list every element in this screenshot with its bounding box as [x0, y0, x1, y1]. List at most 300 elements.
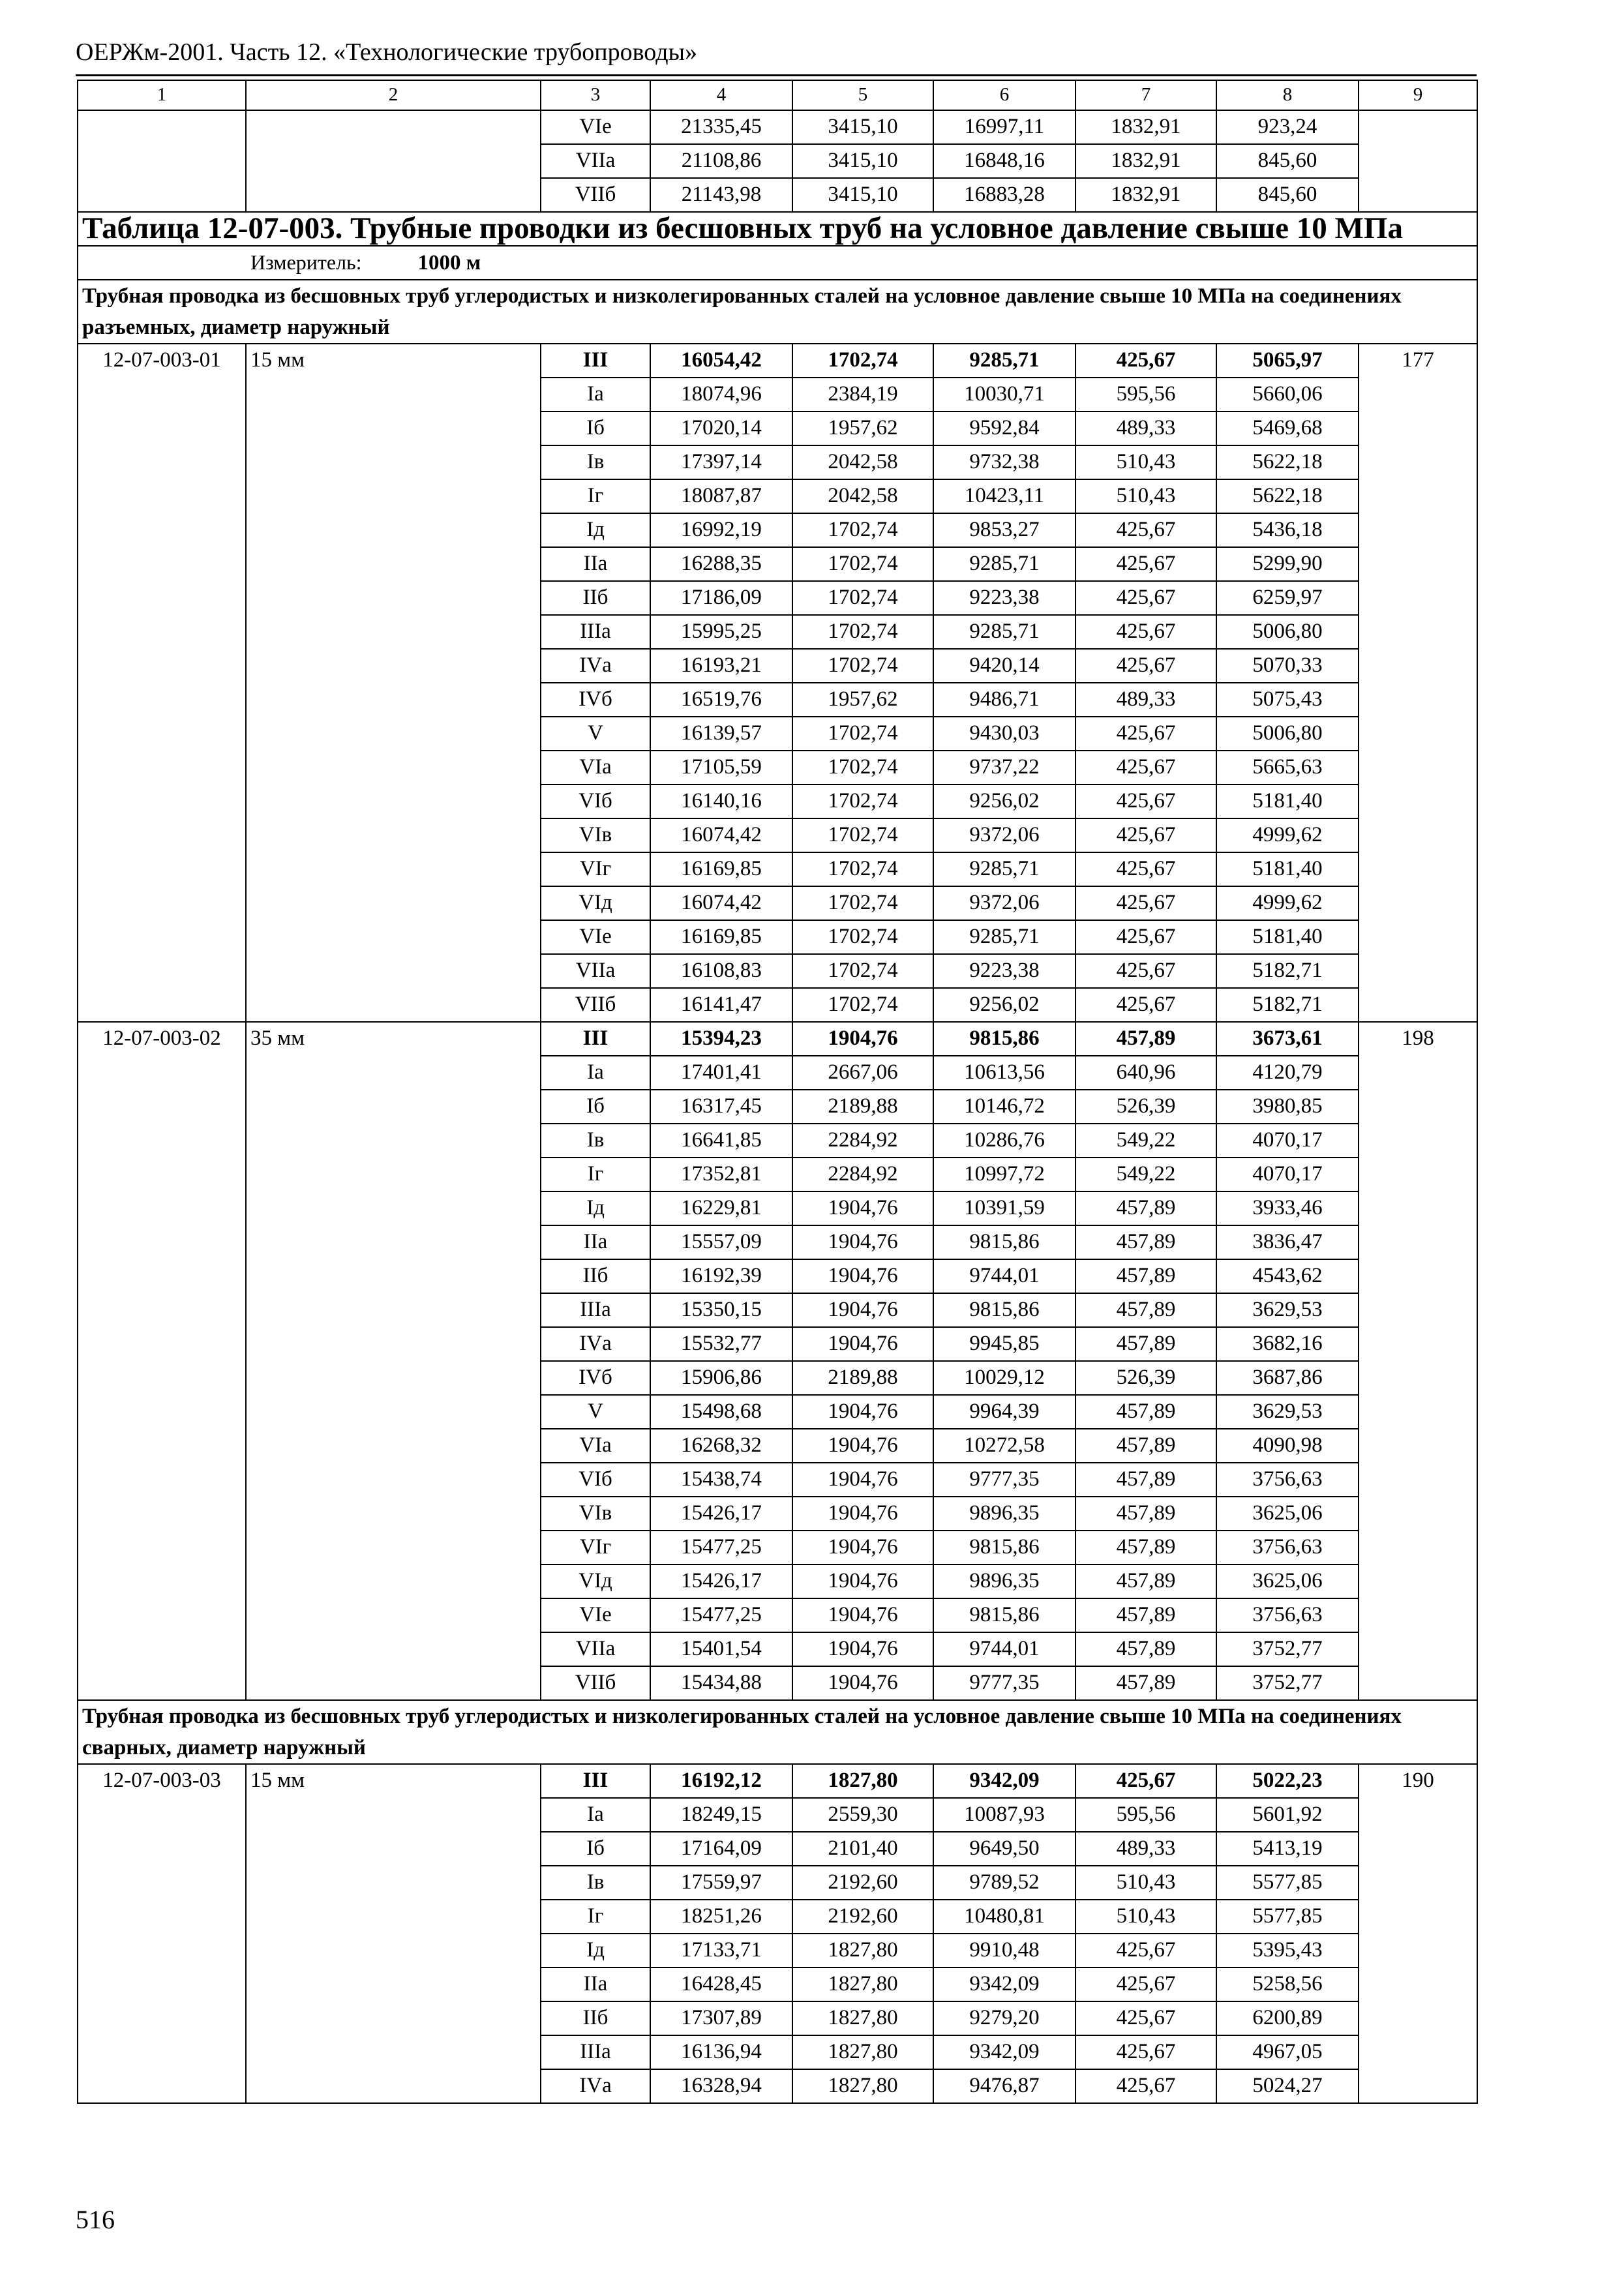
- value-cell: 1827,80: [792, 2035, 933, 2069]
- value-cell: 425,67: [1075, 818, 1216, 852]
- column-number: 2: [246, 80, 541, 110]
- value-cell: 9789,52: [933, 1866, 1075, 1900]
- value-cell: 1702,74: [792, 954, 933, 988]
- value-cell: 1957,62: [792, 411, 933, 445]
- column-number: 8: [1216, 80, 1359, 110]
- value-cell: 1904,76: [792, 1259, 933, 1293]
- value-cell: 5075,43: [1216, 683, 1359, 717]
- extra-cell: 177: [1359, 344, 1477, 1022]
- value-cell: 15906,86: [650, 1361, 792, 1395]
- value-cell: 489,33: [1075, 1832, 1216, 1866]
- value-cell: 16997,11: [933, 110, 1075, 144]
- value-cell: 1904,76: [792, 1429, 933, 1463]
- value-cell: 5622,18: [1216, 479, 1359, 513]
- value-cell: 1702,74: [792, 717, 933, 751]
- value-cell: 16139,57: [650, 717, 792, 751]
- value-cell: 425,67: [1075, 954, 1216, 988]
- value-cell: 3415,10: [792, 110, 933, 144]
- value-cell: 5601,92: [1216, 1798, 1359, 1832]
- value-cell: 16169,85: [650, 852, 792, 886]
- value-cell: 1827,80: [792, 1967, 933, 2001]
- value-cell: 4967,05: [1216, 2035, 1359, 2069]
- value-cell: 5622,18: [1216, 445, 1359, 479]
- zone-cell: VIа: [541, 751, 650, 785]
- value-cell: 9945,85: [933, 1327, 1075, 1361]
- value-cell: 9342,09: [933, 1764, 1075, 1798]
- zone-cell: IIа: [541, 547, 650, 581]
- value-cell: 5258,56: [1216, 1967, 1359, 2001]
- name-cell: [246, 110, 541, 212]
- zone-cell: Iа: [541, 378, 650, 411]
- value-cell: 2192,60: [792, 1866, 933, 1900]
- value-cell: 16519,76: [650, 683, 792, 717]
- section-heading: Трубная проводка из бесшовных труб углеродистых и низколегированных сталей на условное давление свыше 10 МПа на соединениях сварных, диаметр наружный: [78, 1700, 1477, 1764]
- value-cell: 9342,09: [933, 2035, 1075, 2069]
- value-cell: 9910,48: [933, 1934, 1075, 1967]
- zone-cell: VIв: [541, 1497, 650, 1531]
- value-cell: 457,89: [1075, 1497, 1216, 1531]
- value-cell: 16141,47: [650, 988, 792, 1022]
- zone-cell: VIе: [541, 920, 650, 954]
- value-cell: 9964,39: [933, 1395, 1075, 1429]
- value-cell: 3756,63: [1216, 1463, 1359, 1497]
- value-cell: 549,22: [1075, 1158, 1216, 1191]
- value-cell: 16136,94: [650, 2035, 792, 2069]
- table-title-row: [78, 212, 1477, 246]
- value-cell: 17352,81: [650, 1158, 792, 1191]
- value-cell: 5022,23: [1216, 1764, 1359, 1798]
- value-cell: 9777,35: [933, 1463, 1075, 1497]
- value-cell: 457,89: [1075, 1666, 1216, 1700]
- zone-cell: V: [541, 1395, 650, 1429]
- zone-cell: Iд: [541, 1191, 650, 1225]
- value-cell: 1702,74: [792, 751, 933, 785]
- value-cell: 3682,16: [1216, 1327, 1359, 1361]
- value-cell: 1832,91: [1075, 110, 1216, 144]
- value-cell: 425,67: [1075, 581, 1216, 615]
- extra-cell: [1359, 110, 1477, 212]
- value-cell: 425,67: [1075, 886, 1216, 920]
- value-cell: 5006,80: [1216, 717, 1359, 751]
- value-cell: 9744,01: [933, 1632, 1075, 1666]
- value-cell: 16428,45: [650, 1967, 792, 2001]
- value-cell: 3752,77: [1216, 1632, 1359, 1666]
- zone-cell: VIв: [541, 818, 650, 852]
- value-cell: 1904,76: [792, 1666, 933, 1700]
- value-cell: 5181,40: [1216, 920, 1359, 954]
- value-cell: 17133,71: [650, 1934, 792, 1967]
- value-cell: 425,67: [1075, 2035, 1216, 2069]
- column-number: 1: [78, 80, 246, 110]
- value-cell: 16054,42: [650, 344, 792, 378]
- value-cell: 9815,86: [933, 1598, 1075, 1632]
- meter-label: Измеритель:: [250, 250, 362, 274]
- value-cell: 3625,06: [1216, 1564, 1359, 1598]
- value-cell: 1702,74: [792, 615, 933, 649]
- value-cell: 1904,76: [792, 1531, 933, 1564]
- value-cell: 17105,59: [650, 751, 792, 785]
- zone-cell: III: [541, 344, 650, 378]
- extra-cell: 190: [1359, 1764, 1477, 2103]
- value-cell: 18249,15: [650, 1798, 792, 1832]
- value-cell: 425,67: [1075, 2069, 1216, 2103]
- zone-cell: IVа: [541, 649, 650, 683]
- value-cell: 457,89: [1075, 1395, 1216, 1429]
- value-cell: 2384,19: [792, 378, 933, 411]
- value-cell: 16641,85: [650, 1124, 792, 1158]
- code-cell: 12-07-003-03: [78, 1764, 246, 2103]
- meter-row: [78, 246, 1477, 280]
- value-cell: 10030,71: [933, 378, 1075, 411]
- value-cell: 9896,35: [933, 1564, 1075, 1598]
- code-cell: 12-07-003-02: [78, 1022, 246, 1700]
- value-cell: 17401,41: [650, 1056, 792, 1090]
- value-cell: 2284,92: [792, 1158, 933, 1191]
- zone-cell: VIд: [541, 886, 650, 920]
- value-cell: 425,67: [1075, 988, 1216, 1022]
- value-cell: 4120,79: [1216, 1056, 1359, 1090]
- value-cell: 425,67: [1075, 717, 1216, 751]
- value-cell: 3836,47: [1216, 1225, 1359, 1259]
- value-cell: 15426,17: [650, 1497, 792, 1531]
- value-cell: 425,67: [1075, 615, 1216, 649]
- value-cell: 16229,81: [650, 1191, 792, 1225]
- table-title: Таблица 12-07-003. Трубные проводки из бесшовных труб на условное давление свыше 10 МПа: [78, 212, 1477, 246]
- value-cell: 457,89: [1075, 1531, 1216, 1564]
- column-number: 9: [1359, 80, 1477, 110]
- value-cell: 4070,17: [1216, 1158, 1359, 1191]
- zone-cell: Iа: [541, 1056, 650, 1090]
- value-cell: 1702,74: [792, 852, 933, 886]
- value-cell: 5436,18: [1216, 513, 1359, 547]
- value-cell: 1702,74: [792, 988, 933, 1022]
- zone-cell: Iб: [541, 1832, 650, 1866]
- value-cell: 9420,14: [933, 649, 1075, 683]
- value-cell: 3980,85: [1216, 1090, 1359, 1124]
- value-cell: 9815,86: [933, 1225, 1075, 1259]
- value-cell: 425,67: [1075, 649, 1216, 683]
- value-cell: 510,43: [1075, 445, 1216, 479]
- value-cell: 10029,12: [933, 1361, 1075, 1395]
- value-cell: 457,89: [1075, 1632, 1216, 1666]
- value-cell: 845,60: [1216, 178, 1359, 212]
- value-cell: 16328,94: [650, 2069, 792, 2103]
- zone-cell: IVа: [541, 1327, 650, 1361]
- value-cell: 16883,28: [933, 178, 1075, 212]
- value-cell: 9279,20: [933, 2001, 1075, 2035]
- zone-cell: VIIа: [541, 1632, 650, 1666]
- zone-cell: Iд: [541, 513, 650, 547]
- value-cell: 5577,85: [1216, 1900, 1359, 1934]
- value-cell: 1904,76: [792, 1463, 933, 1497]
- zone-cell: Iб: [541, 411, 650, 445]
- zone-cell: Iв: [541, 1866, 650, 1900]
- value-cell: 21108,86: [650, 144, 792, 178]
- zone-cell: VIе: [541, 1598, 650, 1632]
- page-number: 516: [76, 2205, 115, 2234]
- value-cell: 457,89: [1075, 1259, 1216, 1293]
- value-cell: 16074,42: [650, 886, 792, 920]
- value-cell: 3687,86: [1216, 1361, 1359, 1395]
- value-cell: 1702,74: [792, 649, 933, 683]
- value-cell: 3933,46: [1216, 1191, 1359, 1225]
- value-cell: 1702,74: [792, 513, 933, 547]
- value-cell: 15394,23: [650, 1022, 792, 1056]
- value-cell: 1957,62: [792, 683, 933, 717]
- zone-cell: VIе: [541, 110, 650, 144]
- value-cell: 16074,42: [650, 818, 792, 852]
- zone-cell: IIIа: [541, 615, 650, 649]
- value-cell: 425,67: [1075, 1967, 1216, 2001]
- name-cell: 15 мм: [246, 344, 541, 1022]
- value-cell: 457,89: [1075, 1429, 1216, 1463]
- value-cell: 9896,35: [933, 1497, 1075, 1531]
- value-cell: 457,89: [1075, 1598, 1216, 1632]
- value-cell: 10997,72: [933, 1158, 1075, 1191]
- value-cell: 5182,71: [1216, 988, 1359, 1022]
- value-cell: 4543,62: [1216, 1259, 1359, 1293]
- value-cell: 6200,89: [1216, 2001, 1359, 2035]
- value-cell: 2189,88: [792, 1361, 933, 1395]
- value-cell: 3756,63: [1216, 1531, 1359, 1564]
- value-cell: 16992,19: [650, 513, 792, 547]
- value-cell: 15498,68: [650, 1395, 792, 1429]
- zone-cell: Iв: [541, 445, 650, 479]
- value-cell: 3415,10: [792, 144, 933, 178]
- value-cell: 510,43: [1075, 479, 1216, 513]
- table-row: [78, 1022, 1477, 1056]
- value-cell: 16108,83: [650, 954, 792, 988]
- value-cell: 3625,06: [1216, 1497, 1359, 1531]
- zone-cell: IIб: [541, 581, 650, 615]
- value-cell: 5299,90: [1216, 547, 1359, 581]
- value-cell: 15477,25: [650, 1598, 792, 1632]
- zone-cell: V: [541, 717, 650, 751]
- value-cell: 1904,76: [792, 1225, 933, 1259]
- value-cell: 9285,71: [933, 920, 1075, 954]
- header-rule: [76, 74, 1477, 76]
- value-cell: 640,96: [1075, 1056, 1216, 1090]
- value-cell: 1827,80: [792, 1764, 933, 1798]
- value-cell: 2559,30: [792, 1798, 933, 1832]
- zone-cell: IVб: [541, 683, 650, 717]
- value-cell: 5065,97: [1216, 344, 1359, 378]
- value-cell: 595,56: [1075, 1798, 1216, 1832]
- extra-cell: 198: [1359, 1022, 1477, 1700]
- value-cell: 5070,33: [1216, 649, 1359, 683]
- value-cell: 5181,40: [1216, 852, 1359, 886]
- value-cell: 16268,32: [650, 1429, 792, 1463]
- value-cell: 510,43: [1075, 1900, 1216, 1934]
- zone-cell: IIб: [541, 2001, 650, 2035]
- value-cell: 1904,76: [792, 1191, 933, 1225]
- value-cell: 3629,53: [1216, 1395, 1359, 1429]
- value-cell: 3629,53: [1216, 1293, 1359, 1327]
- value-cell: 5181,40: [1216, 785, 1359, 818]
- value-cell: 9342,09: [933, 1967, 1075, 2001]
- zone-cell: IIб: [541, 1259, 650, 1293]
- value-cell: 425,67: [1075, 547, 1216, 581]
- value-cell: 1904,76: [792, 1632, 933, 1666]
- zone-cell: VIа: [541, 1429, 650, 1463]
- zone-cell: Iг: [541, 1158, 650, 1191]
- value-cell: 1827,80: [792, 1934, 933, 1967]
- value-cell: 18251,26: [650, 1900, 792, 1934]
- value-cell: 9815,86: [933, 1022, 1075, 1056]
- value-cell: 10087,93: [933, 1798, 1075, 1832]
- value-cell: 5469,68: [1216, 411, 1359, 445]
- section-heading-row: [78, 280, 1477, 344]
- column-number: 3: [541, 80, 650, 110]
- table-row: [78, 1764, 1477, 1798]
- zone-cell: IIа: [541, 1225, 650, 1259]
- zone-cell: IIIа: [541, 1293, 650, 1327]
- value-cell: 16140,16: [650, 785, 792, 818]
- value-cell: 425,67: [1075, 2001, 1216, 2035]
- value-cell: 9486,71: [933, 683, 1075, 717]
- zone-cell: VIIб: [541, 988, 650, 1022]
- value-cell: 1904,76: [792, 1327, 933, 1361]
- value-cell: 15401,54: [650, 1632, 792, 1666]
- value-cell: 1904,76: [792, 1564, 933, 1598]
- meter-value: 1000 м: [417, 251, 481, 275]
- value-cell: 1702,74: [792, 920, 933, 954]
- value-cell: 489,33: [1075, 683, 1216, 717]
- value-cell: 425,67: [1075, 1934, 1216, 1967]
- value-cell: 9592,84: [933, 411, 1075, 445]
- value-cell: 15426,17: [650, 1564, 792, 1598]
- zone-cell: VIIб: [541, 1666, 650, 1700]
- value-cell: 10391,59: [933, 1191, 1075, 1225]
- value-cell: 1904,76: [792, 1598, 933, 1632]
- value-cell: 9815,86: [933, 1531, 1075, 1564]
- section-heading-row: [78, 1700, 1477, 1764]
- value-cell: 21335,45: [650, 110, 792, 144]
- value-cell: 16192,39: [650, 1259, 792, 1293]
- table-body: [78, 80, 1477, 2103]
- value-cell: 457,89: [1075, 1564, 1216, 1598]
- value-cell: 457,89: [1075, 1463, 1216, 1497]
- value-cell: 1702,74: [792, 818, 933, 852]
- page-header: ОЕРЖм-2001. Часть 12. «Технологические трубопроводы»: [76, 38, 698, 66]
- value-cell: 9223,38: [933, 581, 1075, 615]
- value-cell: 425,67: [1075, 920, 1216, 954]
- value-cell: 18074,96: [650, 378, 792, 411]
- value-cell: 526,39: [1075, 1090, 1216, 1124]
- value-cell: 5413,19: [1216, 1832, 1359, 1866]
- value-cell: 16848,16: [933, 144, 1075, 178]
- value-cell: 9285,71: [933, 344, 1075, 378]
- value-cell: 16288,35: [650, 547, 792, 581]
- value-cell: 17164,09: [650, 1832, 792, 1866]
- value-cell: 510,43: [1075, 1866, 1216, 1900]
- value-cell: 9430,03: [933, 717, 1075, 751]
- value-cell: 457,89: [1075, 1293, 1216, 1327]
- meter-cell: [78, 246, 1477, 280]
- table-row: [78, 344, 1477, 378]
- value-cell: 9285,71: [933, 547, 1075, 581]
- zone-cell: VIIа: [541, 144, 650, 178]
- value-cell: 9285,71: [933, 615, 1075, 649]
- value-cell: 10286,76: [933, 1124, 1075, 1158]
- code-cell: 12-07-003-01: [78, 344, 246, 1022]
- value-cell: 1904,76: [792, 1395, 933, 1429]
- value-cell: 425,67: [1075, 785, 1216, 818]
- value-cell: 10272,58: [933, 1429, 1075, 1463]
- value-cell: 9223,38: [933, 954, 1075, 988]
- zone-cell: Iг: [541, 1900, 650, 1934]
- value-cell: 489,33: [1075, 411, 1216, 445]
- zone-cell: IVб: [541, 1361, 650, 1395]
- column-number: 6: [933, 80, 1075, 110]
- section-heading: Трубная проводка из бесшовных труб углеродистых и низколегированных сталей на условное давление свыше 10 МПа на соединениях разъемных, диаметр наружный: [78, 280, 1477, 344]
- value-cell: 1832,91: [1075, 178, 1216, 212]
- zone-cell: III: [541, 1022, 650, 1056]
- value-cell: 457,89: [1075, 1191, 1216, 1225]
- value-cell: 4090,98: [1216, 1429, 1359, 1463]
- value-cell: 21143,98: [650, 178, 792, 212]
- value-cell: 1702,74: [792, 547, 933, 581]
- value-cell: 2667,06: [792, 1056, 933, 1090]
- value-cell: 425,67: [1075, 513, 1216, 547]
- price-table: [77, 80, 1478, 2104]
- value-cell: 9372,06: [933, 886, 1075, 920]
- value-cell: 1904,76: [792, 1293, 933, 1327]
- value-cell: 2189,88: [792, 1090, 933, 1124]
- value-cell: 15438,74: [650, 1463, 792, 1497]
- value-cell: 5395,43: [1216, 1934, 1359, 1967]
- zone-cell: VIг: [541, 852, 650, 886]
- value-cell: 16193,21: [650, 649, 792, 683]
- value-cell: 2192,60: [792, 1900, 933, 1934]
- value-cell: 845,60: [1216, 144, 1359, 178]
- value-cell: 15995,25: [650, 615, 792, 649]
- value-cell: 16317,45: [650, 1090, 792, 1124]
- value-cell: 17559,97: [650, 1866, 792, 1900]
- value-cell: 425,67: [1075, 344, 1216, 378]
- value-cell: 2284,92: [792, 1124, 933, 1158]
- value-cell: 17307,89: [650, 2001, 792, 2035]
- value-cell: 457,89: [1075, 1225, 1216, 1259]
- value-cell: 5577,85: [1216, 1866, 1359, 1900]
- value-cell: 595,56: [1075, 378, 1216, 411]
- zone-cell: IIа: [541, 1967, 650, 2001]
- value-cell: 457,89: [1075, 1327, 1216, 1361]
- zone-cell: VIб: [541, 1463, 650, 1497]
- value-cell: 2101,40: [792, 1832, 933, 1866]
- value-cell: 3756,63: [1216, 1598, 1359, 1632]
- value-cell: 5660,06: [1216, 378, 1359, 411]
- value-cell: 9476,87: [933, 2069, 1075, 2103]
- zone-cell: Iг: [541, 479, 650, 513]
- zone-cell: VIб: [541, 785, 650, 818]
- value-cell: 9853,27: [933, 513, 1075, 547]
- zone-cell: III: [541, 1764, 650, 1798]
- column-number-row: [78, 80, 1477, 110]
- zone-cell: IIIа: [541, 2035, 650, 2069]
- value-cell: 2042,58: [792, 479, 933, 513]
- value-cell: 1827,80: [792, 2001, 933, 2035]
- value-cell: 4070,17: [1216, 1124, 1359, 1158]
- value-cell: 9372,06: [933, 818, 1075, 852]
- value-cell: 549,22: [1075, 1124, 1216, 1158]
- value-cell: 15434,88: [650, 1666, 792, 1700]
- zone-cell: VIд: [541, 1564, 650, 1598]
- value-cell: 425,67: [1075, 751, 1216, 785]
- value-cell: 1904,76: [792, 1022, 933, 1056]
- value-cell: 425,67: [1075, 1764, 1216, 1798]
- value-cell: 17186,09: [650, 581, 792, 615]
